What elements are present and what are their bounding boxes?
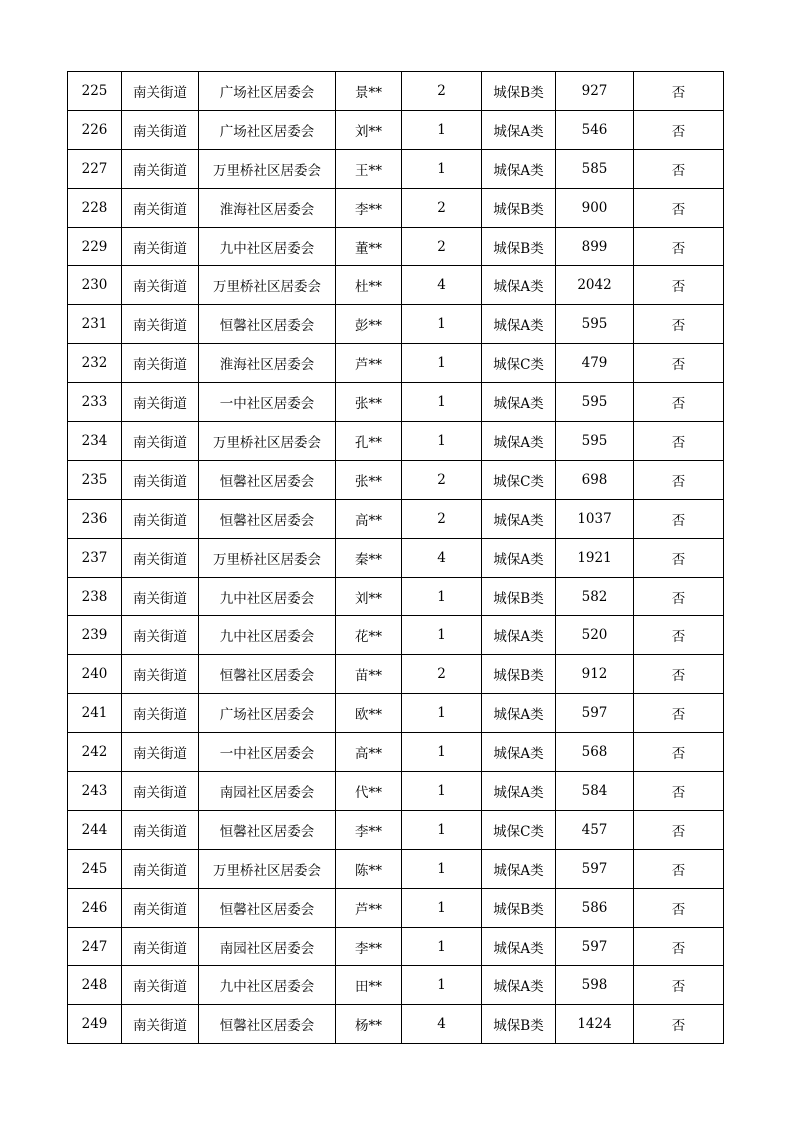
name-cell: 芦**: [336, 888, 402, 927]
row-number-cell: 227: [68, 149, 122, 188]
community-cell: 九中社区居委会: [199, 227, 336, 266]
table-row: [68, 499, 724, 538]
street-cell: 南关街道: [122, 72, 199, 111]
row-number-cell: 242: [68, 733, 122, 772]
street-cell: 南关街道: [122, 149, 199, 188]
row-number-cell: 239: [68, 616, 122, 655]
flag-cell: 否: [634, 849, 724, 888]
name-cell: 杨**: [336, 1005, 402, 1044]
household-members-cell: 1: [402, 149, 482, 188]
amount-cell: 520: [556, 616, 634, 655]
category-cell: 城保B类: [482, 1005, 556, 1044]
category-cell: 城保B类: [482, 655, 556, 694]
name-cell: 陈**: [336, 849, 402, 888]
table-row: [68, 694, 724, 733]
flag-cell: 否: [634, 927, 724, 966]
name-cell: 高**: [336, 733, 402, 772]
table-row: [68, 422, 724, 461]
row-number-cell: 238: [68, 577, 122, 616]
amount-cell: 598: [556, 966, 634, 1005]
household-members-cell: 1: [402, 344, 482, 383]
category-cell: 城保A类: [482, 305, 556, 344]
name-cell: 张**: [336, 460, 402, 499]
community-cell: 恒馨社区居委会: [199, 499, 336, 538]
household-members-cell: 2: [402, 460, 482, 499]
name-cell: 景**: [336, 72, 402, 111]
amount-cell: 927: [556, 72, 634, 111]
row-number-cell: 232: [68, 344, 122, 383]
community-cell: 淮海社区居委会: [199, 344, 336, 383]
amount-cell: 595: [556, 383, 634, 422]
community-cell: 广场社区居委会: [199, 72, 336, 111]
table-row: [68, 966, 724, 1005]
street-cell: 南关街道: [122, 227, 199, 266]
table-row: [68, 927, 724, 966]
amount-cell: 568: [556, 733, 634, 772]
table-row: [68, 655, 724, 694]
row-number-cell: 243: [68, 772, 122, 811]
street-cell: 南关街道: [122, 927, 199, 966]
household-members-cell: 2: [402, 72, 482, 111]
table-row: [68, 188, 724, 227]
community-cell: 南园社区居委会: [199, 927, 336, 966]
household-members-cell: 1: [402, 305, 482, 344]
street-cell: 南关街道: [122, 266, 199, 305]
household-members-cell: 1: [402, 694, 482, 733]
row-number-cell: 230: [68, 266, 122, 305]
community-cell: 万里桥社区居委会: [199, 538, 336, 577]
row-number-cell: 246: [68, 888, 122, 927]
row-number-cell: 241: [68, 694, 122, 733]
category-cell: 城保A类: [482, 966, 556, 1005]
community-cell: 万里桥社区居委会: [199, 149, 336, 188]
household-members-cell: 1: [402, 422, 482, 461]
household-members-cell: 4: [402, 266, 482, 305]
row-number-cell: 245: [68, 849, 122, 888]
category-cell: 城保B类: [482, 888, 556, 927]
row-number-cell: 249: [68, 1005, 122, 1044]
row-number-cell: 235: [68, 460, 122, 499]
household-members-cell: 1: [402, 577, 482, 616]
category-cell: 城保A类: [482, 110, 556, 149]
table-row: [68, 577, 724, 616]
street-cell: 南关街道: [122, 538, 199, 577]
flag-cell: 否: [634, 888, 724, 927]
flag-cell: 否: [634, 694, 724, 733]
street-cell: 南关街道: [122, 577, 199, 616]
flag-cell: 否: [634, 188, 724, 227]
amount-cell: 597: [556, 694, 634, 733]
amount-cell: 585: [556, 149, 634, 188]
row-number-cell: 233: [68, 383, 122, 422]
category-cell: 城保C类: [482, 344, 556, 383]
flag-cell: 否: [634, 499, 724, 538]
table-row: [68, 810, 724, 849]
roster-body: [68, 72, 724, 1044]
category-cell: 城保A类: [482, 499, 556, 538]
name-cell: 秦**: [336, 538, 402, 577]
community-cell: 九中社区居委会: [199, 616, 336, 655]
name-cell: 花**: [336, 616, 402, 655]
table-row: [68, 888, 724, 927]
flag-cell: 否: [634, 733, 724, 772]
flag-cell: 否: [634, 149, 724, 188]
table-row: [68, 344, 724, 383]
table-row: [68, 849, 724, 888]
row-number-cell: 247: [68, 927, 122, 966]
name-cell: 欧**: [336, 694, 402, 733]
household-members-cell: 2: [402, 499, 482, 538]
table-row: [68, 227, 724, 266]
name-cell: 刘**: [336, 577, 402, 616]
category-cell: 城保A类: [482, 383, 556, 422]
table-row: [68, 460, 724, 499]
row-number-cell: 229: [68, 227, 122, 266]
street-cell: 南关街道: [122, 344, 199, 383]
row-number-cell: 226: [68, 110, 122, 149]
household-members-cell: 1: [402, 927, 482, 966]
household-members-cell: 1: [402, 733, 482, 772]
flag-cell: 否: [634, 772, 724, 811]
category-cell: 城保A类: [482, 927, 556, 966]
household-members-cell: 1: [402, 383, 482, 422]
category-cell: 城保C类: [482, 460, 556, 499]
amount-cell: 546: [556, 110, 634, 149]
household-members-cell: 1: [402, 110, 482, 149]
street-cell: 南关街道: [122, 888, 199, 927]
household-members-cell: 1: [402, 772, 482, 811]
street-cell: 南关街道: [122, 305, 199, 344]
flag-cell: 否: [634, 422, 724, 461]
amount-cell: 1037: [556, 499, 634, 538]
flag-cell: 否: [634, 655, 724, 694]
street-cell: 南关街道: [122, 1005, 199, 1044]
amount-cell: 912: [556, 655, 634, 694]
flag-cell: 否: [634, 577, 724, 616]
flag-cell: 否: [634, 460, 724, 499]
household-members-cell: 4: [402, 1005, 482, 1044]
table-row: [68, 772, 724, 811]
household-members-cell: 1: [402, 849, 482, 888]
table-row: [68, 305, 724, 344]
amount-cell: 900: [556, 188, 634, 227]
street-cell: 南关街道: [122, 655, 199, 694]
name-cell: 刘**: [336, 110, 402, 149]
flag-cell: 否: [634, 1005, 724, 1044]
name-cell: 张**: [336, 383, 402, 422]
community-cell: 恒馨社区居委会: [199, 305, 336, 344]
category-cell: 城保A类: [482, 149, 556, 188]
flag-cell: 否: [634, 305, 724, 344]
amount-cell: 595: [556, 422, 634, 461]
category-cell: 城保A类: [482, 733, 556, 772]
amount-cell: 698: [556, 460, 634, 499]
community-cell: 广场社区居委会: [199, 694, 336, 733]
community-cell: 一中社区居委会: [199, 383, 336, 422]
category-cell: 城保A类: [482, 694, 556, 733]
street-cell: 南关街道: [122, 733, 199, 772]
household-members-cell: 2: [402, 227, 482, 266]
row-number-cell: 237: [68, 538, 122, 577]
category-cell: 城保A类: [482, 266, 556, 305]
category-cell: 城保B类: [482, 227, 556, 266]
category-cell: 城保B类: [482, 577, 556, 616]
name-cell: 代**: [336, 772, 402, 811]
amount-cell: 582: [556, 577, 634, 616]
street-cell: 南关街道: [122, 849, 199, 888]
name-cell: 彭**: [336, 305, 402, 344]
amount-cell: 479: [556, 344, 634, 383]
row-number-cell: 244: [68, 810, 122, 849]
street-cell: 南关街道: [122, 694, 199, 733]
community-cell: 恒馨社区居委会: [199, 1005, 336, 1044]
category-cell: 城保B类: [482, 72, 556, 111]
row-number-cell: 228: [68, 188, 122, 227]
community-cell: 九中社区居委会: [199, 577, 336, 616]
category-cell: 城保A类: [482, 422, 556, 461]
table-row: [68, 149, 724, 188]
flag-cell: 否: [634, 538, 724, 577]
community-cell: 万里桥社区居委会: [199, 422, 336, 461]
household-members-cell: 4: [402, 538, 482, 577]
flag-cell: 否: [634, 110, 724, 149]
community-cell: 一中社区居委会: [199, 733, 336, 772]
amount-cell: 1424: [556, 1005, 634, 1044]
name-cell: 李**: [336, 927, 402, 966]
community-cell: 恒馨社区居委会: [199, 655, 336, 694]
flag-cell: 否: [634, 966, 724, 1005]
name-cell: 董**: [336, 227, 402, 266]
table-row: [68, 733, 724, 772]
row-number-cell: 225: [68, 72, 122, 111]
amount-cell: 899: [556, 227, 634, 266]
table-row: [68, 383, 724, 422]
household-members-cell: 1: [402, 888, 482, 927]
category-cell: 城保A类: [482, 849, 556, 888]
assistance-roster-table: [67, 71, 724, 1044]
community-cell: 九中社区居委会: [199, 966, 336, 1005]
community-cell: 广场社区居委会: [199, 110, 336, 149]
name-cell: 李**: [336, 188, 402, 227]
household-members-cell: 2: [402, 655, 482, 694]
household-members-cell: 1: [402, 810, 482, 849]
street-cell: 南关街道: [122, 188, 199, 227]
category-cell: 城保C类: [482, 810, 556, 849]
category-cell: 城保A类: [482, 538, 556, 577]
name-cell: 苗**: [336, 655, 402, 694]
name-cell: 田**: [336, 966, 402, 1005]
flag-cell: 否: [634, 72, 724, 111]
name-cell: 孔**: [336, 422, 402, 461]
street-cell: 南关街道: [122, 616, 199, 655]
street-cell: 南关街道: [122, 499, 199, 538]
flag-cell: 否: [634, 227, 724, 266]
name-cell: 芦**: [336, 344, 402, 383]
community-cell: 淮海社区居委会: [199, 188, 336, 227]
flag-cell: 否: [634, 616, 724, 655]
table-row: [68, 266, 724, 305]
table-row: [68, 1005, 724, 1044]
row-number-cell: 236: [68, 499, 122, 538]
community-cell: 恒馨社区居委会: [199, 810, 336, 849]
amount-cell: 1921: [556, 538, 634, 577]
street-cell: 南关街道: [122, 810, 199, 849]
flag-cell: 否: [634, 383, 724, 422]
street-cell: 南关街道: [122, 772, 199, 811]
row-number-cell: 231: [68, 305, 122, 344]
row-number-cell: 248: [68, 966, 122, 1005]
amount-cell: 2042: [556, 266, 634, 305]
street-cell: 南关街道: [122, 966, 199, 1005]
street-cell: 南关街道: [122, 460, 199, 499]
community-cell: 万里桥社区居委会: [199, 266, 336, 305]
flag-cell: 否: [634, 810, 724, 849]
street-cell: 南关街道: [122, 422, 199, 461]
table-row: [68, 72, 724, 111]
amount-cell: 457: [556, 810, 634, 849]
amount-cell: 595: [556, 305, 634, 344]
street-cell: 南关街道: [122, 383, 199, 422]
amount-cell: 586: [556, 888, 634, 927]
community-cell: 恒馨社区居委会: [199, 888, 336, 927]
community-cell: 南园社区居委会: [199, 772, 336, 811]
community-cell: 万里桥社区居委会: [199, 849, 336, 888]
household-members-cell: 1: [402, 966, 482, 1005]
name-cell: 高**: [336, 499, 402, 538]
row-number-cell: 234: [68, 422, 122, 461]
amount-cell: 597: [556, 849, 634, 888]
street-cell: 南关街道: [122, 110, 199, 149]
category-cell: 城保B类: [482, 188, 556, 227]
table-row: [68, 110, 724, 149]
category-cell: 城保A类: [482, 616, 556, 655]
name-cell: 王**: [336, 149, 402, 188]
amount-cell: 597: [556, 927, 634, 966]
name-cell: 杜**: [336, 266, 402, 305]
table-row: [68, 538, 724, 577]
row-number-cell: 240: [68, 655, 122, 694]
community-cell: 恒馨社区居委会: [199, 460, 336, 499]
amount-cell: 584: [556, 772, 634, 811]
flag-cell: 否: [634, 344, 724, 383]
category-cell: 城保A类: [482, 772, 556, 811]
table-row: [68, 616, 724, 655]
flag-cell: 否: [634, 266, 724, 305]
household-members-cell: 2: [402, 188, 482, 227]
household-members-cell: 1: [402, 616, 482, 655]
name-cell: 李**: [336, 810, 402, 849]
